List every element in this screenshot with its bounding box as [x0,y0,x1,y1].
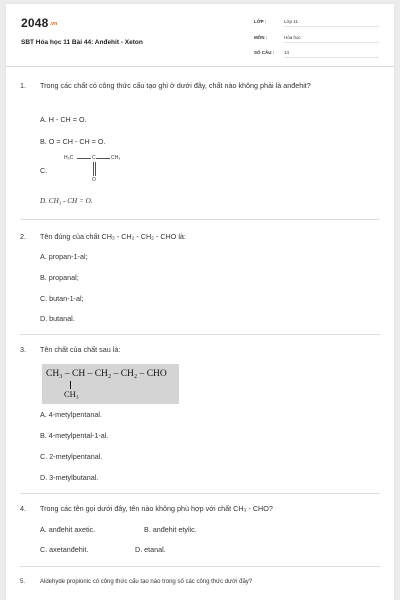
divider [20,493,380,494]
q1-option-c[interactable]: C. [40,166,48,175]
atom-oxygen: O [92,177,96,183]
q1-option-b[interactable]: B. O = CH - CH = O. [40,137,106,146]
q2-option-b[interactable]: B. propanal; [40,273,79,282]
document-header: 2048.vn SBT Hóa học 11 Bài 44: Anđehit - Xeton LỚP : Lớp 11 MÔN : Hóa học SỐ CÂU : 14 [6,4,394,67]
divider [20,219,380,220]
q4-option-c[interactable]: C. axetanđehit. [40,545,89,554]
divider [20,334,380,335]
q2-option-d[interactable]: D. butanal. [40,314,75,323]
q3-option-c[interactable]: C. 2-metylpentanal. [40,452,103,461]
q1-option-d[interactable]: D. CH₃ - CH = O. [40,197,93,205]
document-title: SBT Hóa học 11 Bài 44: Anđehit - Xeton [21,39,143,46]
structural-formula-image [42,364,179,404]
site-logo[interactable]: 2048.vn [21,16,58,30]
q2-option-a[interactable]: A. propan-1-al; [40,252,88,261]
question-stem: Trong các chất có công thức cấu tạo ghi ở dưới đây, chất nào không phải là anđehit? [40,81,311,90]
q3-option-b[interactable]: B. 4-metylpental-1-al. [40,431,109,440]
atom-ch3: CH₃ [111,155,121,161]
q4-option-d[interactable]: D. etanal. [135,545,166,554]
formula-branch: CH₃ [64,389,79,399]
divider [20,566,380,567]
q4-option-b[interactable]: B. anđehit etylic. [144,525,197,534]
q2-option-c[interactable]: C. butan-1-al; [40,294,84,303]
document-page: 2048.vn SBT Hóa học 11 Bài 44: Anđehit - Xeton LỚP : Lớp 11 MÔN : Hóa học SỐ CÂU : 14 1. Trong các chất có công thức cấu tạo ghi ở dưới đây, chất nào không phải là anđehit? A. H - CH = O. B. O = CH - CH = O. C. H₃C C CH₃ O D. CH₃ - CH = O. 2. Tên đúng của chất CH₃ - CH₂ - CH₂ - CHO là: A. propan-1-al; B. propanal; C. butan-1-al; D. butanal. 3. Tên chất của chất sau là: CH₃ – CH – CH₂ – CH₂ – CHO CH₃ A. 4-metylpentanal. B. 4-metylpental-1-al. C. 2-metylpentanal. D. 3-metylbutanal. 4. Trong các tên gọi dưới đây, tên nào không phù hợp với chất CH₃ - CHO? A. anđehit axetic. B. anđehit etylic. C. axetanđehit. D. etanal. 5. Aldehyde propionic có công thức cấu tạo nào trong số các công thức dưới đây? [6,4,394,600]
q3-option-d[interactable]: D. 3-metylbutanal. [40,473,99,482]
q1-option-a[interactable]: A. H - CH = O. [40,115,87,124]
formula-main-chain: CH₃ – CH – CH₂ – CH₂ – CHO [46,369,167,379]
atom-h3c: H₃C [64,155,74,161]
ketone-structure: H₃C C CH₃ O [64,155,121,183]
question-number: 1. [20,81,26,90]
q4-option-a[interactable]: A. anđehit axetic. [40,525,96,534]
q3-option-a[interactable]: A. 4-metylpentanal. [40,410,102,419]
